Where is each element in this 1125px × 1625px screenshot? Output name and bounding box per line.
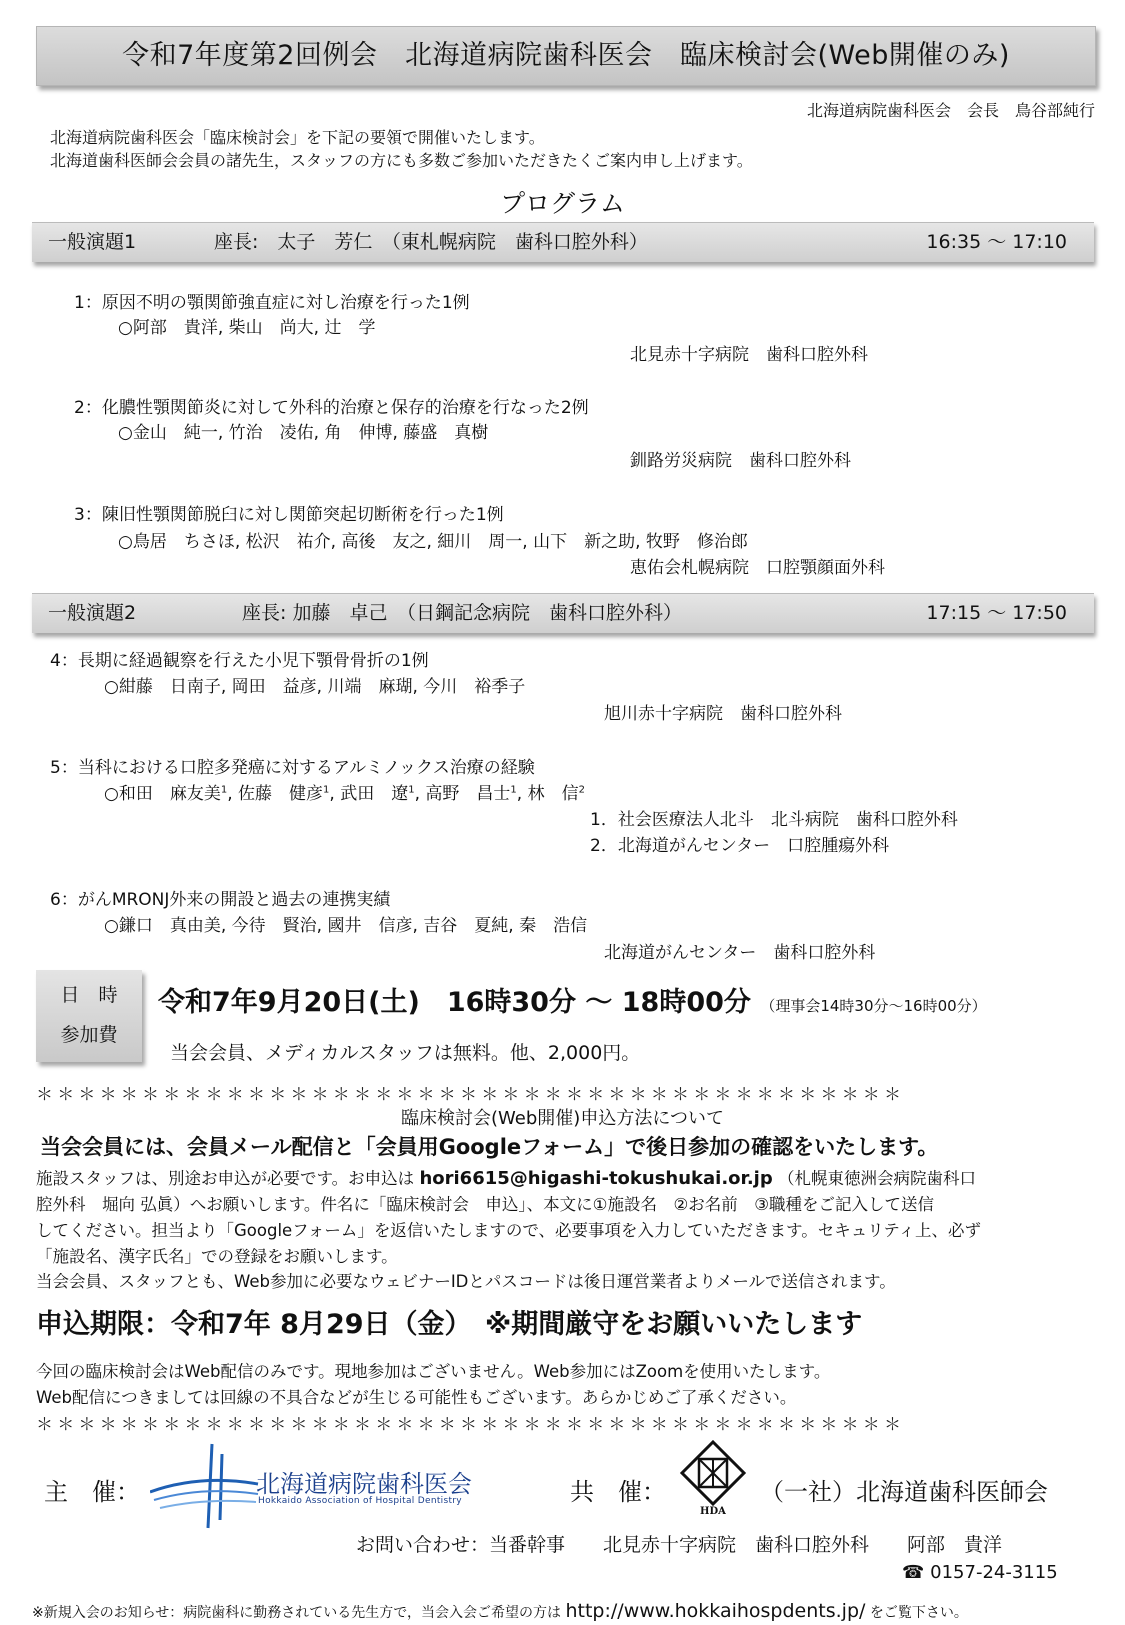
session2-time: 17:15 ～ 17:50 bbox=[926, 602, 1067, 624]
session1-time: 16:35 ～ 17:10 bbox=[926, 231, 1067, 253]
phone-line bbox=[902, 1562, 1058, 1583]
presentation-6-title: 6：がんMRONJ外来の開設と過去の連携実績 bbox=[50, 890, 391, 910]
footer-note bbox=[32, 1600, 968, 1622]
program-heading: プログラム bbox=[500, 189, 625, 218]
presentation-5-affiliation-2: 2．北海道がんセンター 口腔腫瘍外科 bbox=[590, 836, 890, 856]
phone-number: 0157-24-3115 bbox=[930, 1562, 1058, 1583]
author-1-sup: 1 bbox=[220, 784, 228, 796]
presentation-2-affiliation: 釧路労災病院 歯科口腔外科 bbox=[630, 451, 851, 471]
president-line: 北海道病院歯科医会 会長 鳥谷部純行 bbox=[806, 101, 1095, 120]
staff-line-1 bbox=[36, 1165, 976, 1189]
application-heading: 臨床検討会(Web開催)申込方法について bbox=[401, 1108, 724, 1129]
presentation-6-authors: ○鎌口 真由美, 今待 賢治, 國井 信彦, 吉谷 夏純, 秦 浩信 bbox=[104, 916, 588, 936]
staff-line-5: 当会会員、スタッフとも、Web参加に必要なウェビナーIDとパスコードは後日運営業者よりメールで送信されます。 bbox=[36, 1272, 896, 1291]
event-date-text: 令和7年9月20日(土) 16時30分 ～ 18時00分 bbox=[158, 987, 751, 1018]
organizer-subtitle: Hokkaido Association of Hospital Dentistry bbox=[258, 1496, 462, 1506]
author-3-sup: 1 bbox=[408, 784, 415, 796]
page-title: 令和7年度第2回例会 北海道病院歯科医会 臨床検討会(Web開催のみ) bbox=[122, 40, 1010, 71]
website-link[interactable]: http://www.hokkaihospdents.jp/ bbox=[565, 1600, 866, 1622]
session1-label: 一般演題1 bbox=[48, 231, 137, 253]
presentation-1-authors: ○阿部 貴洋, 柴山 尚大, 辻 学 bbox=[118, 318, 376, 338]
staff-line-3: してください。担当より「Googleフォーム」を返信いたしますので、必要事項を入力していただきます。セキュリティ上、必ず bbox=[36, 1221, 982, 1240]
presentation-4-affiliation: 旭川赤十字病院 歯科口腔外科 bbox=[604, 704, 842, 724]
intro-line-1: 北海道病院歯科医会「臨床検討会」を下記の要領で開催いたします。 bbox=[50, 128, 545, 147]
intro-line-2: 北海道歯科医師会会員の諸先生，スタッフの方にも多数ご参加いただきたくご案内申し上げます。 bbox=[50, 151, 753, 170]
session1-chair: 座長: 太子 芳仁 （東札幌病院 歯科口腔外科） bbox=[214, 231, 648, 253]
staff-line-1-text: 施設スタッフは、別途お申込が必要です。お申込は bbox=[36, 1169, 415, 1188]
presentation-3-authors: ○鳥居 ちさほ, 松沢 祐介, 高後 友之, 細川 周一, 山下 新之助, 牧野 修治郎 bbox=[118, 532, 748, 552]
separator-top: ＊＊＊＊＊＊＊＊＊＊＊＊＊＊＊＊＊＊＊＊＊＊＊＊＊＊＊＊＊＊＊＊＊＊＊＊＊＊＊＊＊ bbox=[36, 1085, 906, 1105]
members-notice: 当会会員には、会員メール配信と「会員用Googleフォーム」で後日参加の確認をいたします。 bbox=[40, 1135, 939, 1159]
event-date bbox=[158, 980, 987, 1019]
author-3: 武田 遼 bbox=[340, 784, 409, 804]
footer-suffix: をご覧下さい。 bbox=[869, 1605, 968, 1621]
organizer-name: 北海道病院歯科医会 bbox=[256, 1470, 472, 1498]
co-organizer-name: （一社）北海道歯科医師会 bbox=[760, 1478, 1048, 1506]
co-organizer-label: 共 催： bbox=[570, 1478, 666, 1506]
hda-logo-text: HDA bbox=[700, 1506, 726, 1517]
author-4: 高野 昌士 bbox=[425, 784, 511, 804]
contact-email-link[interactable]: hori6615@higashi-tokushukai.or.jp bbox=[419, 1168, 773, 1189]
participation-fee: 当会会員、メディカルスタッフは無料。他、2,000円。 bbox=[170, 1042, 641, 1064]
presentation-4-title: 4：長期に経過観察を行えた小児下顎骨骨折の1例 bbox=[50, 651, 429, 671]
phone-icon: ☎ bbox=[902, 1562, 925, 1583]
presentation-5-affiliation-1: 1．社会医療法人北斗 北斗病院 歯科口腔外科 bbox=[590, 810, 958, 830]
staff-line-2: 腔外科 堀向 弘眞）へお願いします。件名に「臨床検討会 申込」、本文に①施設名 ②お名前 ③職種をご記入して送信 bbox=[36, 1195, 935, 1214]
organizer-label: 主 催： bbox=[44, 1478, 140, 1506]
staff-line-4: 「施設名、漢字氏名」での登録をお願いします。 bbox=[36, 1247, 398, 1266]
presentation-3-title: 3：陳旧性顎関節脱臼に対し関節突起切断術を行った1例 bbox=[74, 505, 504, 525]
web-note-2: Web配信につきましては回線の不具合などが生じる可能性もございます。あらかじめご了承ください。 bbox=[36, 1388, 797, 1407]
presentation-2-title: 2：化膿性顎関節炎に対して外科的治療と保存的治療を行なった2例 bbox=[74, 398, 589, 418]
presentation-5-title: 5：当科における口腔多発癌に対するアルミノックス治療の経験 bbox=[50, 758, 535, 778]
hahd-logo-icon bbox=[150, 1440, 260, 1534]
presentation-1-title: 1：原因不明の顎関節強直症に対し治療を行った1例 bbox=[74, 293, 470, 313]
presentation-2-authors: ○金山 純一, 竹治 凌佑, 角 伸博, 藤盛 真樹 bbox=[118, 423, 489, 443]
presentation-1-affiliation: 北見赤十字病院 歯科口腔外科 bbox=[630, 345, 868, 365]
author-5-sup: 2 bbox=[578, 784, 585, 796]
date-label: 日 時 bbox=[60, 984, 118, 1006]
presentation-6-affiliation: 北海道がんセンター 歯科口腔外科 bbox=[604, 943, 876, 963]
presentation-5-authors: ○和田 麻友美$^1$, 佐藤 健彦$^1$, 武田 遼$^1$, 高野 昌士$^1$, 林 信$^2$ bbox=[104, 784, 585, 804]
author-1: ○和田 麻友美 bbox=[104, 784, 221, 804]
author-5: 林 信 bbox=[527, 784, 579, 804]
board-meeting-note: （理事会14時30分～16時00分） bbox=[760, 997, 987, 1015]
session2-chair: 座長: 加藤 卓己 （日鋼記念病院 歯科口腔外科） bbox=[242, 602, 682, 624]
author-4-sup: 1 bbox=[510, 784, 517, 796]
application-deadline: 申込期限：令和7年 8月29日（金） ※期間厳守をお願いいたします bbox=[36, 1309, 863, 1340]
separator-bottom: ＊＊＊＊＊＊＊＊＊＊＊＊＊＊＊＊＊＊＊＊＊＊＊＊＊＊＊＊＊＊＊＊＊＊＊＊＊＊＊＊＊ bbox=[36, 1415, 906, 1435]
fee-label: 参加費 bbox=[60, 1024, 118, 1046]
presentation-3-affiliation: 恵佑会札幌病院 口腔顎顔面外科 bbox=[630, 558, 885, 578]
session2-label: 一般演題2 bbox=[48, 602, 137, 624]
footer-text: ※新規入会のお知らせ：病院歯科に勤務されている先生方で，当会入会ご希望の方は bbox=[32, 1605, 562, 1621]
inquiry-line: お問い合わせ：当番幹事 北見赤十字病院 歯科口腔外科 阿部 貴洋 bbox=[356, 1534, 1003, 1556]
author-2: 佐藤 健彦 bbox=[238, 784, 324, 804]
presentation-4-authors: ○紺藤 日南子, 岡田 益彦, 川端 麻瑚, 今川 裕季子 bbox=[104, 677, 526, 697]
web-note-1: 今回の臨床検討会はWeb配信のみです。現地参加はございません。Web参加にはZoomを使用いたします。 bbox=[36, 1362, 831, 1381]
author-2-sup: 1 bbox=[323, 784, 330, 796]
staff-line-1-suffix: （札幌東徳洲会病院歯科口 bbox=[778, 1169, 976, 1188]
